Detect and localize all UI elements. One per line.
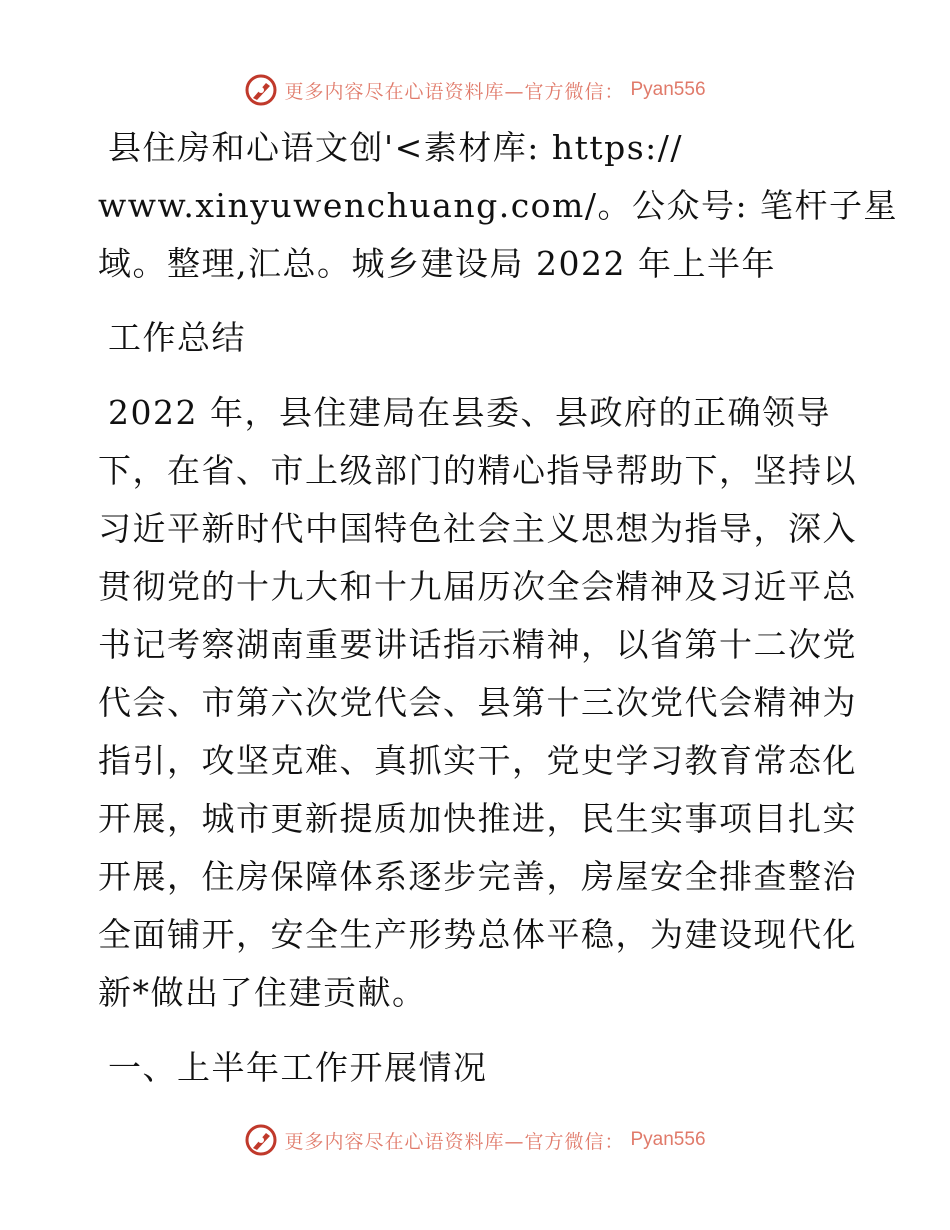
watermark-wechat-id: Pyan556 bbox=[630, 1129, 706, 1150]
pen-logo-icon bbox=[244, 73, 278, 107]
body-line-11: 新*做出了住建贡献。 bbox=[98, 973, 427, 1012]
body-line-7: 指引，攻坚克难、真抓实干，党史学习教育常态化 bbox=[98, 741, 857, 780]
body-line-4: 贯彻党的十九大和十九届历次全会精神及习近平总 bbox=[98, 567, 857, 606]
watermark-wechat-id: Pyan556 bbox=[630, 79, 706, 100]
document-title: 工作总结 bbox=[108, 318, 246, 357]
intro-line-3: 域。整理,汇总。城乡建设局 2022 年上半年 bbox=[98, 244, 776, 283]
body-line-9: 开展，住房保障体系逐步完善，房屋安全排查整治 bbox=[98, 857, 857, 896]
intro-line-1: 县住房和心语文创'<素材库: https:// bbox=[108, 128, 684, 167]
section-heading: 一、上半年工作开展情况 bbox=[108, 1048, 488, 1087]
body-line-10: 全面铺开，安全生产形势总体平稳，为建设现代化 bbox=[98, 915, 857, 954]
body-line-3: 习近平新时代中国特色社会主义思想为指导，深入 bbox=[98, 509, 857, 548]
body-line-1: 2022 年，县住建局在县委、县政府的正确领导 bbox=[108, 393, 831, 432]
body-line-5: 书记考察湖南重要讲话指示精神，以省第十二次党 bbox=[98, 625, 857, 664]
body-line-6: 代会、市第六次党代会、县第十三次党代会精神为 bbox=[98, 683, 857, 722]
watermark-header bbox=[0, 70, 950, 110]
body-line-2: 下，在省、市上级部门的精心指导帮助下，坚持以 bbox=[98, 451, 857, 490]
body-line-8: 开展，城市更新提质加快推进，民生实事项目扎实 bbox=[98, 799, 857, 838]
pen-logo-icon bbox=[244, 1123, 278, 1157]
watermark-text: 更多内容尽在心语资料库—官方微信： bbox=[284, 1130, 625, 1153]
intro-line-2: www.xinyuwenchuang.com/。公众号: 笔杆子星 bbox=[98, 186, 899, 225]
watermark-footer bbox=[0, 1120, 950, 1160]
watermark-text: 更多内容尽在心语资料库—官方微信： bbox=[284, 80, 625, 103]
